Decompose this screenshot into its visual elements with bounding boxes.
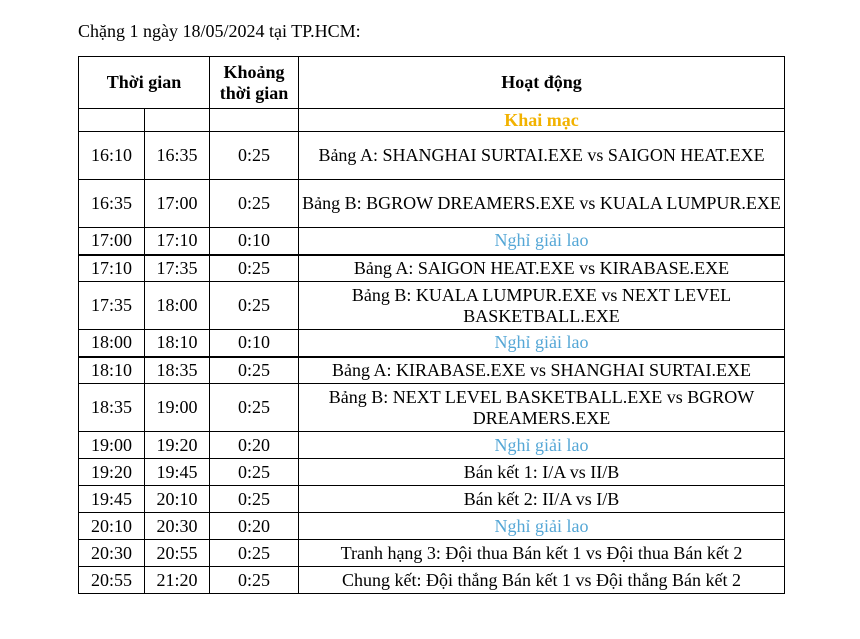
match-row (79, 384, 785, 432)
schedule-body (79, 109, 785, 594)
duration-cell: 0:25 (210, 459, 299, 486)
match-row (79, 282, 785, 330)
break-row (79, 330, 785, 357)
duration-cell: 0:25 (210, 567, 299, 594)
match-row (79, 567, 785, 594)
duration-cell: 0:25 (210, 132, 299, 180)
duration-cell: 0:25 (210, 282, 299, 330)
opening-label: Khai mạc (299, 109, 785, 132)
end-time-cell: 21:20 (145, 567, 210, 594)
break-row (79, 432, 785, 459)
opening-start-cell (79, 109, 145, 132)
start-time-cell: 20:55 (79, 567, 145, 594)
break-row (79, 228, 785, 255)
opening-duration-cell (210, 109, 299, 132)
header-activity: Hoạt động (299, 57, 785, 109)
end-time-cell: 20:10 (145, 486, 210, 513)
end-time-cell: 20:30 (145, 513, 210, 540)
duration-cell: 0:25 (210, 357, 299, 384)
break-label: Nghỉ giải lao (299, 432, 785, 459)
duration-cell: 0:25 (210, 540, 299, 567)
duration-cell: 0:10 (210, 228, 299, 255)
opening-end-cell (145, 109, 210, 132)
opening-row (79, 109, 785, 132)
activity-cell: Bảng A: KIRABASE.EXE vs SHANGHAI SURTAI.EXE (299, 357, 785, 384)
activity-cell: Bán kết 2: II/A vs I/B (299, 486, 785, 513)
duration-cell: 0:25 (210, 486, 299, 513)
duration-cell: 0:25 (210, 255, 299, 282)
activity-cell: Chung kết: Đội thắng Bán kết 1 vs Đội thắng Bán kết 2 (299, 567, 785, 594)
duration-cell: 0:20 (210, 513, 299, 540)
match-row (79, 540, 785, 567)
start-time-cell: 17:00 (79, 228, 145, 255)
activity-cell: Bảng B: NEXT LEVEL BASKETBALL.EXE vs BGROW DREAMERS.EXE (299, 384, 785, 432)
header-row (79, 57, 785, 109)
break-label: Nghỉ giải lao (299, 228, 785, 255)
end-time-cell: 18:00 (145, 282, 210, 330)
duration-cell: 0:20 (210, 432, 299, 459)
header-duration: Khoảng thời gian (210, 57, 299, 109)
duration-cell: 0:25 (210, 180, 299, 228)
schedule-table (78, 56, 785, 594)
end-time-cell: 19:00 (145, 384, 210, 432)
match-row (79, 486, 785, 513)
end-time-cell: 18:35 (145, 357, 210, 384)
start-time-cell: 19:20 (79, 459, 145, 486)
activity-cell: Bảng B: KUALA LUMPUR.EXE vs NEXT LEVEL BASKETBALL.EXE (299, 282, 785, 330)
duration-cell: 0:10 (210, 330, 299, 357)
activity-cell: Tranh hạng 3: Đội thua Bán kết 1 vs Đội thua Bán kết 2 (299, 540, 785, 567)
match-row (79, 255, 785, 282)
start-time-cell: 19:45 (79, 486, 145, 513)
end-time-cell: 19:20 (145, 432, 210, 459)
end-time-cell: 19:45 (145, 459, 210, 486)
start-time-cell: 18:10 (79, 357, 145, 384)
start-time-cell: 18:00 (79, 330, 145, 357)
start-time-cell: 19:00 (79, 432, 145, 459)
start-time-cell: 16:35 (79, 180, 145, 228)
break-label: Nghỉ giải lao (299, 513, 785, 540)
match-row (79, 132, 785, 180)
activity-cell: Bảng A: SHANGHAI SURTAI.EXE vs SAIGON HEAT.EXE (299, 132, 785, 180)
start-time-cell: 17:10 (79, 255, 145, 282)
break-label: Nghỉ giải lao (299, 330, 785, 357)
activity-cell: Bán kết 1: I/A vs II/B (299, 459, 785, 486)
break-row (79, 513, 785, 540)
start-time-cell: 17:35 (79, 282, 145, 330)
activity-cell: Bảng B: BGROW DREAMERS.EXE vs KUALA LUMPUR.EXE (299, 180, 785, 228)
start-time-cell: 18:35 (79, 384, 145, 432)
duration-cell: 0:25 (210, 384, 299, 432)
schedule-caption: Chặng 1 ngày 18/05/2024 tại TP.HCM: (78, 21, 361, 41)
end-time-cell: 17:10 (145, 228, 210, 255)
start-time-cell: 20:30 (79, 540, 145, 567)
end-time-cell: 20:55 (145, 540, 210, 567)
start-time-cell: 20:10 (79, 513, 145, 540)
activity-cell: Bảng A: SAIGON HEAT.EXE vs KIRABASE.EXE (299, 255, 785, 282)
match-row (79, 357, 785, 384)
end-time-cell: 17:00 (145, 180, 210, 228)
match-row (79, 180, 785, 228)
end-time-cell: 16:35 (145, 132, 210, 180)
start-time-cell: 16:10 (79, 132, 145, 180)
end-time-cell: 18:10 (145, 330, 210, 357)
header-time: Thời gian (79, 57, 210, 109)
match-row (79, 459, 785, 486)
end-time-cell: 17:35 (145, 255, 210, 282)
